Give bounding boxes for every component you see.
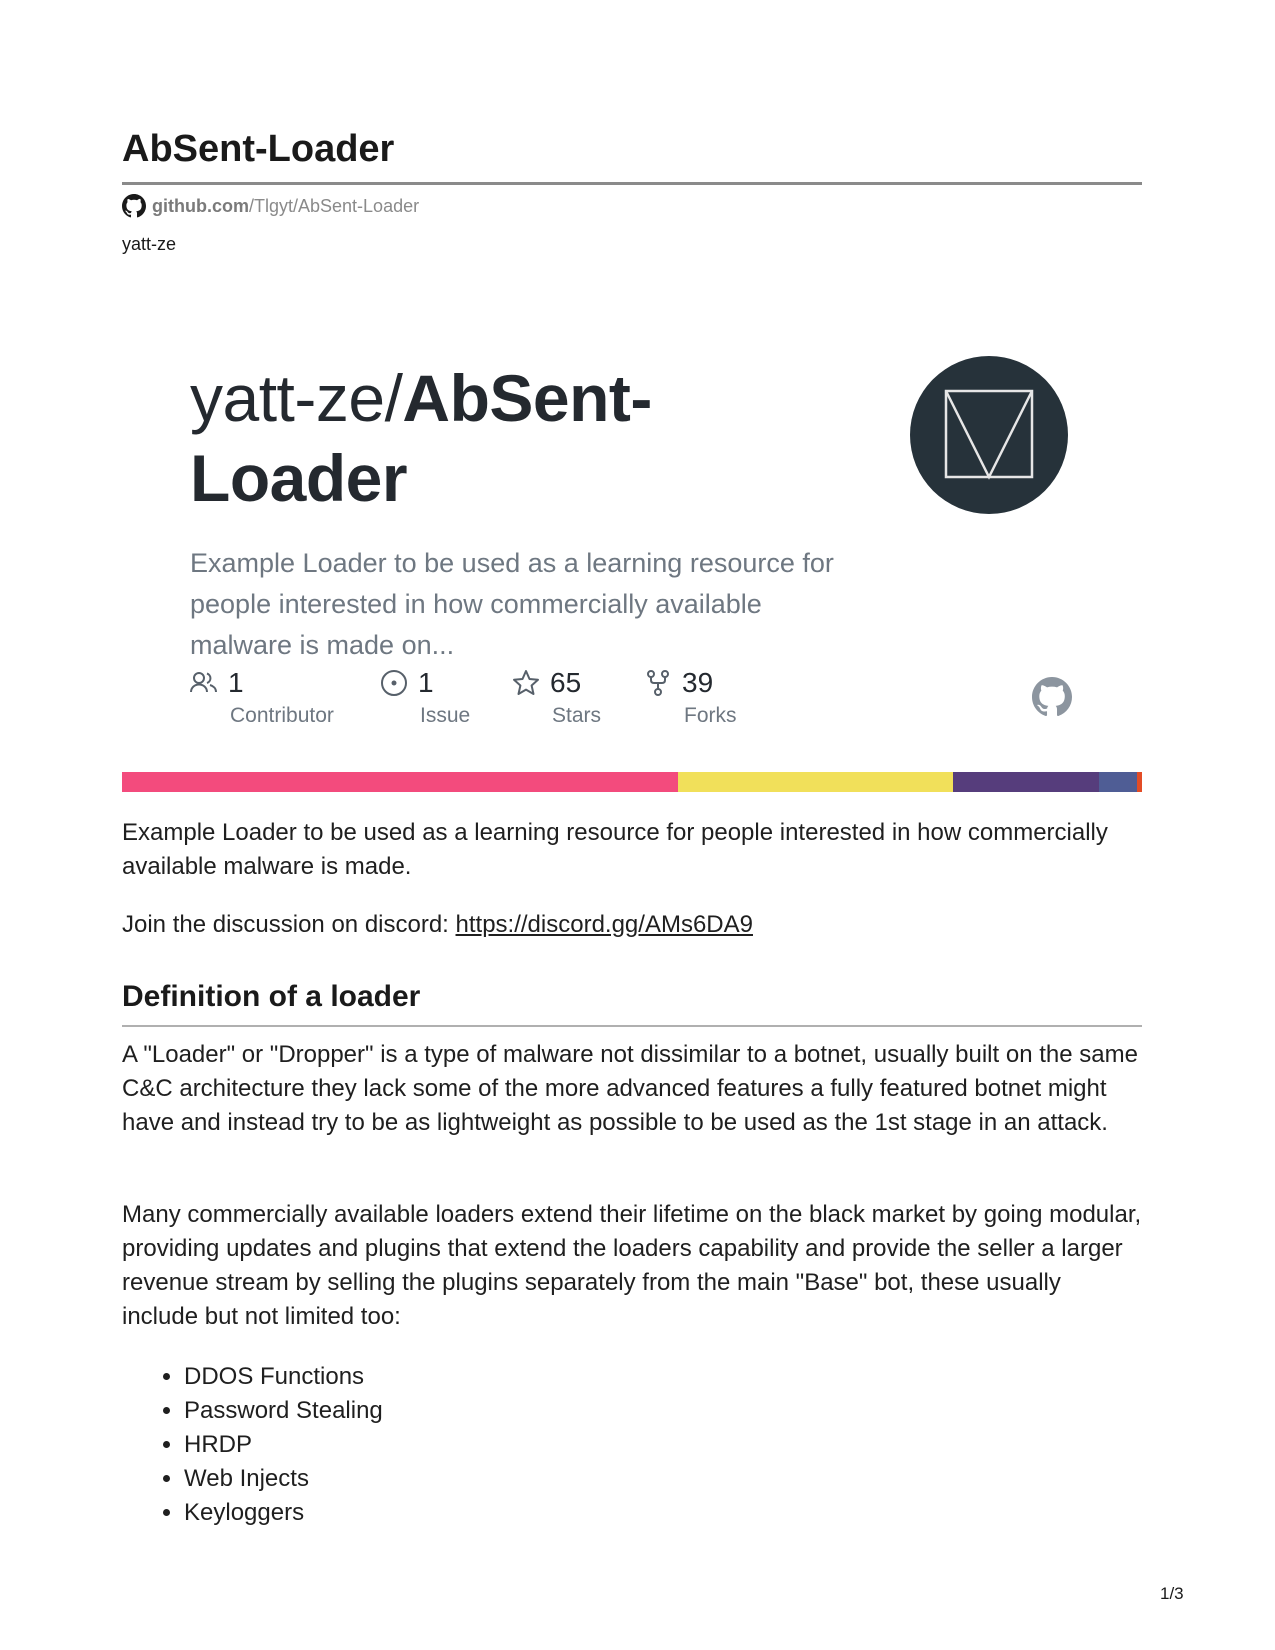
stat-contributors-value: 1 [228,667,244,698]
plugin-list [150,1360,383,1530]
star-icon [512,669,540,697]
intro-paragraph: Example Loader to be used as a learning resource for people interested in how commercially available malware is made. [122,819,1108,880]
title-divider [122,182,1142,185]
repo-name-line1: AbSent- [402,361,652,435]
people-icon [190,671,218,695]
language-bar-segment [678,772,953,792]
language-bar-segment [1137,772,1142,792]
repo-card-description: Example Loader to be used as a learning resource for people interested in how commercially available malware is made on... [190,548,834,660]
language-bar-segment [1099,772,1137,792]
github-icon [122,194,146,218]
page-number: 1/3 [1160,1584,1184,1603]
source-link[interactable] [122,194,419,218]
list-item: • DDOS Functions [184,1360,383,1394]
discord-prefix: Join the discussion on discord: [122,911,456,938]
stat-issues-label: Issue [420,704,471,727]
stat-stars-value: 65 [550,667,582,698]
repo-name-line2: Loader [190,441,408,515]
avatar-logo-icon [910,356,1068,514]
stat-contributors-label: Contributor [230,704,334,727]
stat-issues-value: 1 [418,667,434,698]
definition-paragraph: A "Loader" or "Dropper" is a type of malware not dissimilar to a botnet, usually built on the same C&C architecture they lack some of the more advanced features a fully featured botnet might have and instead try to be as lightweight as possible to be used as the 1st stage in an attack. [122,1041,1138,1136]
section-divider [122,1025,1142,1027]
language-bar [122,772,1142,792]
repo-card-title [190,358,830,518]
list-item: • Password Stealing [184,1394,383,1428]
fork-icon [644,669,672,697]
source-path: /Tlgyt/AbSent-Loader [249,195,420,216]
discord-paragraph [122,908,1142,942]
stat-stars-label: Stars [552,704,602,727]
list-item: • Web Injects [184,1462,383,1496]
stat-contributors [190,666,390,728]
page-title: AbSent-Loader [122,128,395,170]
stat-forks-label: Forks [684,704,737,727]
section-heading: Definition of a loader [122,980,421,1013]
author: yatt-ze [122,234,177,254]
language-bar-segment [122,772,678,792]
modular-paragraph: Many commercially available loaders extend their lifetime on the black market by going modular, providing updates and plugins that extend the loaders capability and provide the seller a larger revenue stream by selling the plugins separately from the main "Base" bot, these usually include but not limited too: [122,1201,1142,1330]
stat-forks-value: 39 [682,667,714,698]
issue-icon [380,669,408,697]
list-item: • Keyloggers [184,1496,383,1530]
language-bar-segment [953,772,1099,792]
repo-owner: yatt-ze/ [190,361,403,435]
avatar [910,356,1068,514]
source-domain: github.com [152,195,249,216]
discord-link[interactable]: https://discord.gg/AMs6DA9 [455,911,753,938]
stat-forks [644,666,844,728]
github-mark-icon [1032,677,1072,717]
list-item: • HRDP [184,1428,383,1462]
